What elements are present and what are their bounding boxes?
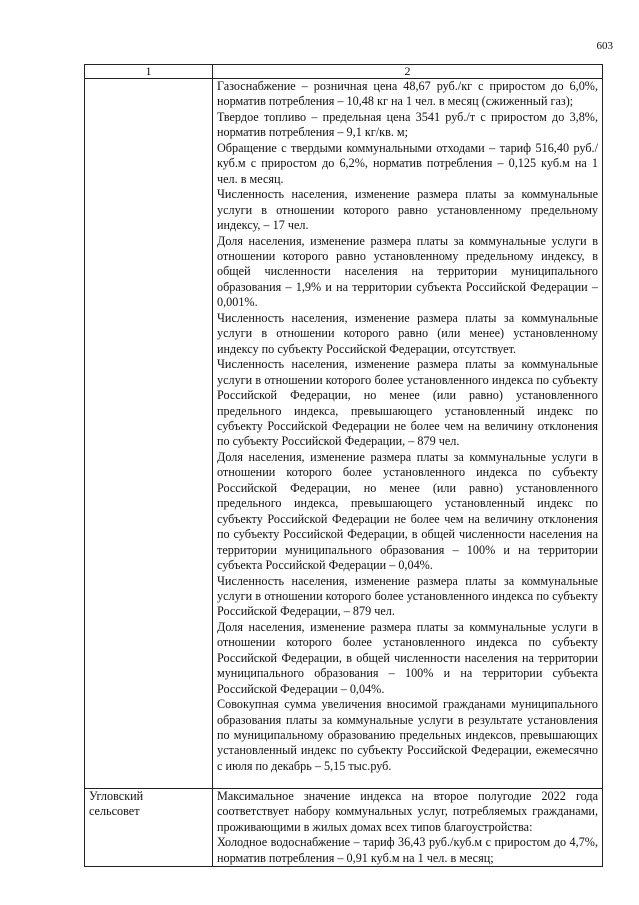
page-number: 603 (596, 40, 613, 52)
paragraph-max-index: Максимальное значение индекса на второе полугодие 2022 года соответствует набору коммунальных услуг, потребляемых гражданами, проживающими в жилых домах всех типов благоустройства: (217, 789, 598, 834)
column-header-1: 1 (85, 65, 213, 79)
table-row (85, 789, 603, 867)
municipality-cell (85, 789, 213, 867)
table-row (85, 79, 603, 789)
paragraph-share-above: Доля населения, изменение размера платы за коммунальные услуги в отношении которого более установленного индекса по субъекту Российской Федерации, в общей численности населения на территории муниципального образования – 100% и на территории субъекта Российской Федерации – 0,04%. (217, 619, 598, 696)
paragraph-population-equal: Численность населения, изменение размера платы за коммунальные услуги в отношении которого равно установленному предельному индексу, – 17 чел. (217, 187, 598, 233)
paragraph-population-deviation: Численность населения, изменение размера платы за коммунальные услуги в отношении которого более установленного индекса по субъекту Российской Федерации, но менее (или равно) установленного предельного индекса, превышающего установленный индекс по субъекту Российской Федерации не более чем на величину отклонения по субъекту Российской Федерации, – 879 чел. (217, 357, 598, 449)
description-cell (213, 789, 603, 867)
paragraph-cold-water: Холодное водоснабжение – тариф 36,43 руб./куб.м с приростом до 4,7%, норматив потребления – 0,91 куб.м на 1 чел. в месяц; (217, 835, 598, 865)
paragraph-population-less: Численность населения, изменение размера платы за коммунальные услуги в отношении которого равно (или менее) установленному индексу по субъекту Российской Федерации, отсутствует. (217, 310, 598, 356)
paragraph-solid-waste: Обращение с твердыми коммунальными отходами – тариф 516,40 руб./куб.м с приростом до 6,2%, норматив потребления – 0,125 куб.м на 1 чел. в месяц. (217, 140, 598, 186)
document-table (84, 64, 603, 867)
paragraph-solid-fuel: Твердое топливо – предельная цена 3541 руб./т с приростом до 3,8%, норматив потребления – 9,1 кг/кв. м; (217, 109, 598, 140)
paragraph-total-increase: Совокупная сумма увеличения вносимой гражданами муниципального образования платы за коммунальные услуги в результате установления по муниципальному образованию предельных индексов, превышающих установленный индекс по субъекту Российской Федерации, ежемесячно с июля по декабрь – 5,15 тыс.руб. (217, 697, 598, 773)
municipality-name-line1: Угловский (89, 789, 144, 803)
table-header-row (85, 65, 603, 79)
municipality-cell (85, 79, 213, 789)
municipality-name-line2: сельсовет (89, 804, 140, 819)
paragraph-gas-supply: Газоснабжение – розничная цена 48,67 руб./кг с приростом до 6,0%, норматив потребления – 10,48 кг на 1 чел. в месяц (сжиженный газ); (217, 79, 598, 109)
paragraph-share-deviation: Доля населения, изменение размера платы за коммунальные услуги в отношении которого более установленного индекса по субъекту Российской Федерации, но менее (или равно) установленного предельного индекса, превышающего установленный индекс по субъекту Российской Федерации не более чем на величину отклонения по субъекту Российской Федерации, в общей численности населения на территории муниципального образования – 100% и на территории субъекта Российской Федерации – 0,04%. (217, 449, 598, 573)
description-cell (213, 79, 603, 789)
paragraph-share-equal: Доля населения, изменение размера платы за коммунальные услуги в отношении которого равно установленному предельному индексу, в общей численности населения на территории муниципального образования – 1,9% и на территории субъекта Российской Федерации – 0,001%. (217, 233, 598, 310)
column-header-2: 2 (213, 65, 603, 79)
paragraph-population-above: Численность населения, изменение размера платы за коммунальные услуги в отношении которого более установленного индекса по субъекту Российской Федерации, – 879 чел. (217, 573, 598, 619)
